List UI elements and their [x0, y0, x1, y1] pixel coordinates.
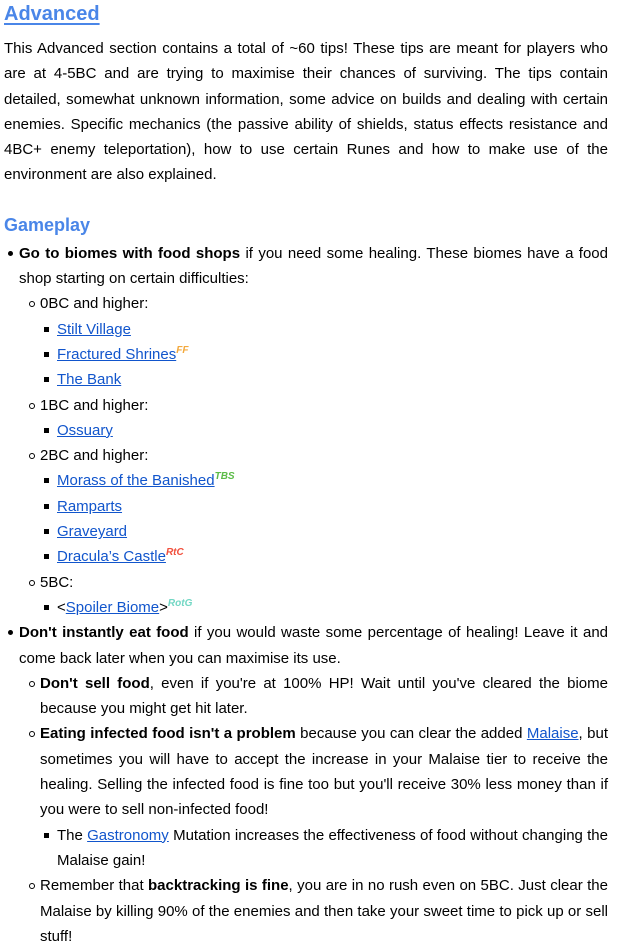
difficulty-label: 5BC:: [40, 573, 74, 591]
tip-bold-text: Eating infected food isn't a problem: [40, 725, 296, 743]
list-item-backtracking: [4, 873, 608, 949]
link-draculas-castle[interactable]: Dracula’s Castle: [57, 548, 166, 566]
list-item-draculas-castle: [4, 544, 608, 569]
list-item-stilt-village: [4, 317, 608, 342]
bullet-square-icon: [44, 605, 49, 610]
difficulty-label: 0BC and higher:: [40, 295, 149, 313]
tip-text: The: [57, 826, 88, 844]
link-the-bank[interactable]: The Bank: [57, 371, 122, 389]
bullet-square-icon: [44, 377, 49, 382]
dlc-tag-rotg: RotG: [167, 597, 193, 609]
list-item-5bc: [4, 570, 608, 595]
list-item-2bc: [4, 443, 608, 468]
bullet-square-icon: [44, 529, 49, 534]
page-title: Advanced: [4, 3, 100, 25]
intro-paragraph: This Advanced section contains a total of ~60 tips! These tips are meant for players who are at 4-5BC and are trying to maximise their chances of surviving. The tips contain detailed, somewhat unknown information, some advice on builds and dealing with certain enemies. Specific mechanics (the passive ability of shields, status effects resistance and 4BC+ enemy teleportation), how to use certain Runes and how to make use of the environment are also explained.: [4, 40, 608, 184]
bullet-circle-icon: [29, 301, 35, 307]
bullet-circle-icon: [29, 580, 35, 586]
tip-text: , you are in no rush even on 5BC. Just clear the Malaise by killing 90% of the enemies and then take your sweet time to pick up or sell stuff!: [40, 877, 608, 945]
tip-bold-text: Don't sell food: [40, 674, 150, 692]
bullet-square-icon: [44, 327, 49, 332]
tip-text: if you would waste some percentage of healing! Leave it and come back later when you can maximise its use.: [19, 624, 608, 667]
bullet-circle-icon: [29, 453, 35, 459]
list-item-ramparts: [4, 494, 608, 519]
dlc-tag-rtc: RtC: [165, 547, 184, 559]
tips-list: [4, 241, 608, 949]
link-graveyard[interactable]: Graveyard: [57, 523, 128, 541]
bullet-disc-icon: [8, 251, 13, 256]
dlc-tag-tbs: TBS: [214, 471, 235, 483]
bullet-square-icon: [44, 428, 49, 433]
tip-bold-text: Go to biomes with food shops: [19, 244, 241, 262]
tip-text: , even if you're at 100% HP! Wait until you've cleared the biome because you might get hit later.: [40, 674, 608, 718]
link-gastronomy[interactable]: Gastronomy: [87, 826, 169, 844]
bullet-square-icon: [44, 554, 49, 559]
list-item-0bc: [4, 291, 608, 316]
bullet-square-icon: [44, 833, 49, 838]
list-item-fractured-shrines: [4, 342, 608, 367]
tip-text: , but sometimes you will have to accept the increase in your Malaise tier to receive the healing. Selling the infected food is fine too but you'll receive 30% less money than if you were to sell non-infected food!: [40, 725, 608, 819]
list-item-morass: [4, 468, 608, 493]
list-item-the-bank: [4, 367, 608, 392]
list-item-dont-sell: [4, 671, 608, 722]
list-item-graveyard: [4, 519, 608, 544]
dlc-tag-ff: FF: [176, 344, 189, 356]
section-heading-gameplay: Gameplay: [4, 214, 91, 235]
link-spoiler-biome[interactable]: Spoiler Biome: [65, 598, 160, 616]
spoiler-bracket-close: >: [159, 598, 168, 616]
list-item-infected-food: [4, 721, 608, 822]
tip-text: Remember that: [40, 877, 149, 895]
bullet-circle-icon: [29, 883, 35, 889]
list-item-1bc: [4, 393, 608, 418]
bullet-square-icon: [44, 504, 49, 509]
list-item-ossuary: [4, 418, 608, 443]
bullet-square-icon: [44, 352, 49, 357]
list-item-dont-eat: [4, 620, 608, 671]
link-ossuary[interactable]: Ossuary: [57, 421, 113, 439]
tip-bold-text: backtracking is fine: [148, 877, 289, 895]
tip-text: if you need some healing. These biomes have a food shop starting on certain difficulties:: [19, 244, 608, 288]
tip-text: Mutation increases the effectiveness of food without changing the Malaise gain!: [57, 826, 608, 869]
tip-bold-text: Don't instantly eat food: [19, 624, 189, 642]
difficulty-label: 2BC and higher:: [40, 447, 149, 465]
link-fractured-shrines[interactable]: Fractured Shrines: [57, 345, 177, 363]
bullet-circle-icon: [29, 731, 35, 737]
tip-text: because you can clear the added: [295, 725, 527, 743]
difficulty-label: 1BC and higher:: [40, 396, 149, 414]
list-item-gastronomy: [4, 823, 608, 874]
bullet-square-icon: [44, 478, 49, 483]
link-stilt-village[interactable]: Stilt Village: [57, 320, 131, 338]
list-item-spoiler-biome: [4, 595, 608, 620]
spoiler-bracket-open: <: [57, 598, 66, 616]
bullet-circle-icon: [29, 681, 35, 687]
link-ramparts[interactable]: Ramparts: [57, 497, 123, 515]
list-item-food-shops: [4, 241, 608, 292]
link-malaise[interactable]: Malaise: [526, 725, 579, 743]
link-morass-of-the-banished[interactable]: Morass of the Banished: [57, 472, 215, 490]
bullet-circle-icon: [29, 403, 35, 409]
bullet-disc-icon: [8, 630, 13, 635]
